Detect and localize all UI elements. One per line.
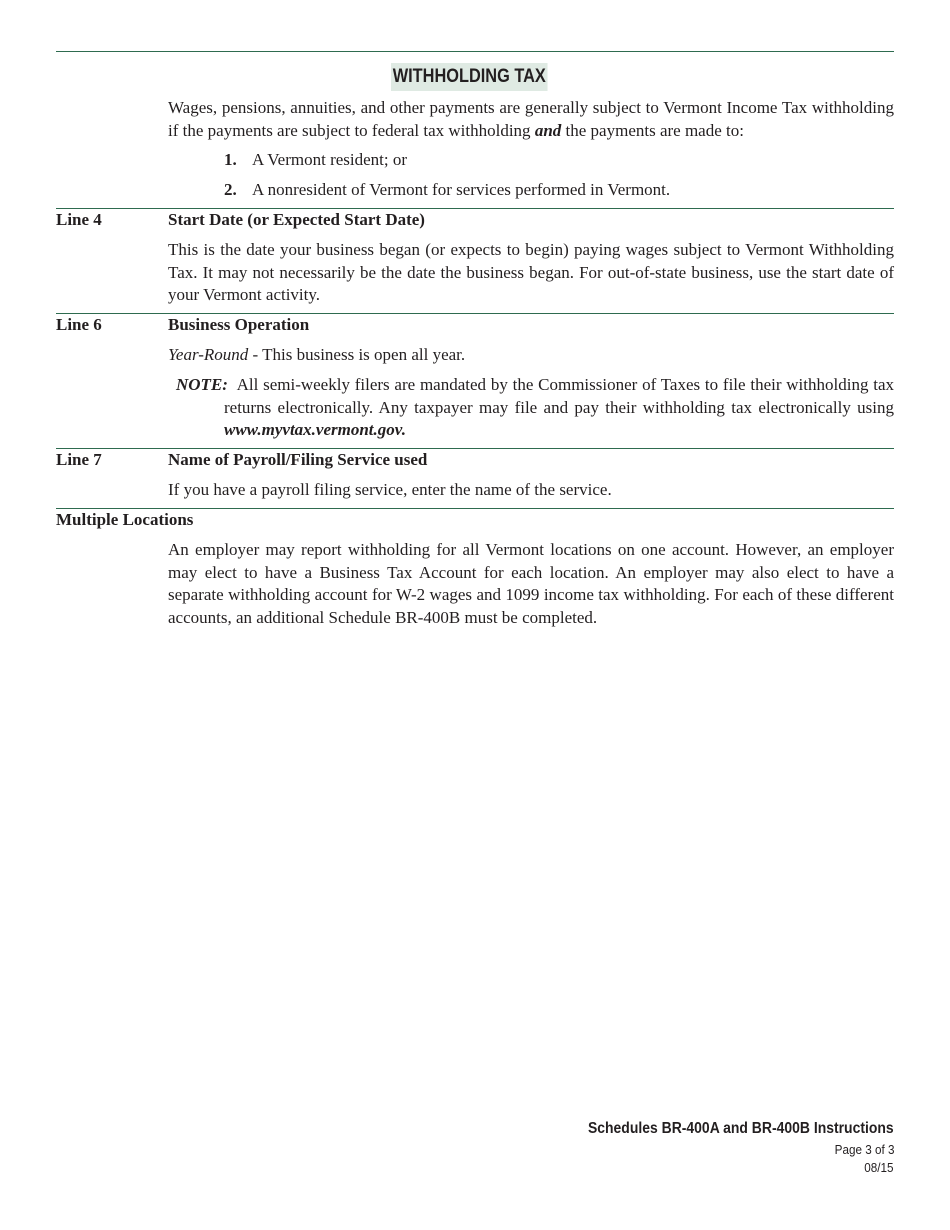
year-round-label: Year-Round <box>168 345 249 364</box>
multiple-locations-body: An employer may report withholding for all Vermont locations on one account. However, an employer may elect to have a Business Tax Account for each location. An employer may also elect to have a separate withholding account for W-2 wages and 1099 income tax withholding. For each of these different accounts, an additional Schedule BR-400B must be completed. <box>168 540 894 627</box>
list-item <box>224 149 407 171</box>
list-text: A nonresident of Vermont for services performed in Vermont. <box>252 180 671 199</box>
intro-emphasis: and <box>534 120 562 140</box>
note-url-link[interactable]: www.myvtax.vermont.gov. <box>224 420 406 439</box>
line6-label: Line 6 <box>56 315 102 334</box>
line4-label: Line 4 <box>56 210 102 229</box>
multiple-locations-heading: Multiple Locations <box>56 510 194 529</box>
list-item <box>224 179 670 201</box>
section-title: WITHHOLDING TAX <box>391 63 548 91</box>
line4-body: This is the date your business began (or expects to begin) paying wages subject to Vermont Withholding Tax. It may not necessarily be the date the business began. For out-of-state business, use the start date of your Vermont activity. <box>168 240 894 304</box>
intro-paragraph <box>168 97 894 142</box>
line7-label: Line 7 <box>56 450 102 469</box>
note-label: NOTE: <box>176 375 228 394</box>
footer-doc-title: Schedules BR-400A and BR-400B Instructions <box>588 1120 894 1137</box>
year-round-text <box>168 344 894 367</box>
footer-date: 08/15 <box>864 1160 894 1175</box>
intro-text: Wages, pensions, annuities, and other payments are generally subject to Vermont Income Tax withholding if the payments are subject to federal tax withholding <box>168 98 894 140</box>
year-round-desc: - This business is open all year. <box>248 345 466 364</box>
footer-page-number: Page 3 of 3 <box>834 1142 894 1157</box>
top-rule <box>56 51 894 52</box>
line6-heading: Business Operation <box>168 315 310 334</box>
list-text: A Vermont resident; or <box>252 150 408 169</box>
list-number: 1. <box>224 150 237 169</box>
line4-heading: Start Date (or Expected Start Date) <box>168 210 425 229</box>
line7-heading: Name of Payroll/Filing Service used <box>168 450 428 469</box>
list-number: 2. <box>224 180 237 199</box>
intro-text-end: the payments are made to: <box>561 120 744 140</box>
note-text: All semi-weekly filers are mandated by the Commissioner of Taxes to file their withholding tax returns electronically. Any taxpayer may file and pay their withholding tax electronically using <box>224 375 894 417</box>
line7-body: If you have a payroll filing service, enter the name of the service. <box>168 480 612 499</box>
note-block <box>176 374 894 442</box>
